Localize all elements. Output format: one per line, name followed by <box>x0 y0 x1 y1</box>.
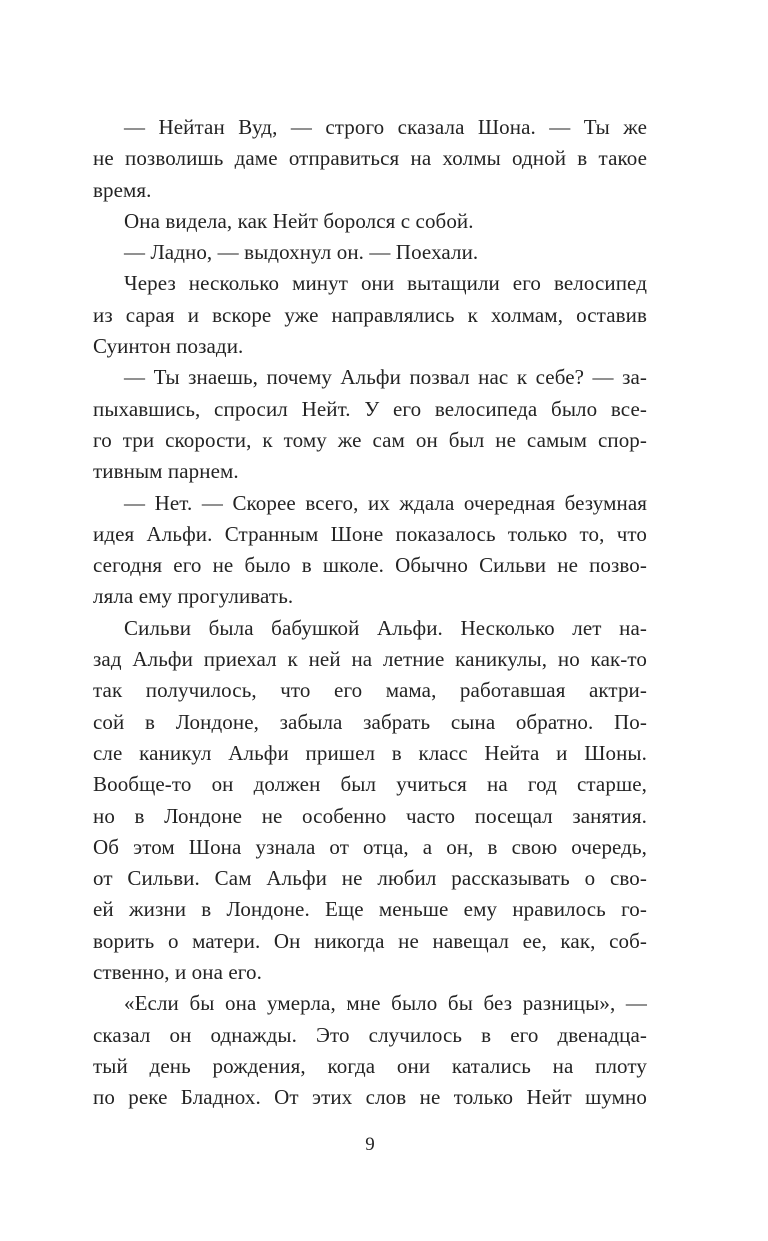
text-line: не позволишь даме отправиться на холмы одной в такое <box>93 146 647 171</box>
page-number: 9 <box>365 1134 375 1155</box>
text-line: пыхавшись, спросил Нейт. У его велосипеда было все- <box>93 396 647 421</box>
paragraph <box>93 613 647 989</box>
text-line: так получилось, что его мама, работавшая актри- <box>93 678 647 703</box>
text-line: Она видела, как Нейт боролся с собой. <box>124 208 474 233</box>
text-line: ственно, и она его. <box>93 960 262 985</box>
text-line: ей жизни в Лондоне. Еще меньше ему нравилось го- <box>93 897 647 922</box>
paragraph <box>93 237 647 268</box>
text-line: от Сильви. Сам Альфи не любил рассказывать о сво- <box>93 866 647 891</box>
text-line: ляла ему прогуливать. <box>93 584 294 609</box>
text-line: сле каникул Альфи пришел в класс Нейта и Шоны. <box>93 740 647 765</box>
text-line: зад Альфи приехал к ней на летние каникулы, но как-то <box>93 647 647 672</box>
paragraph <box>93 268 647 362</box>
text-line: — Ладно, — выдохнул он. — Поехали. <box>124 240 479 265</box>
paragraph <box>93 488 647 613</box>
paragraph <box>93 206 647 237</box>
text-line: но в Лондоне не особенно часто посещал занятия. <box>93 803 647 828</box>
text-line: го три скорости, к тому же сам он был не самым спор- <box>93 427 647 452</box>
text-line: — Нет. — Скорее всего, их ждала очередная безумная <box>124 490 647 515</box>
text-line: сказал он однажды. Это случилось в его двенадца- <box>93 1022 647 1047</box>
paragraph <box>93 988 647 1113</box>
text-line: — Нейтан Вуд, — строго сказала Шона. — Ты же <box>124 115 647 139</box>
text-line: Через несколько минут они вытащили его велосипед <box>124 271 647 296</box>
body-text <box>93 112 647 1114</box>
text-line: по реке Бладнох. От этих слов не только Нейт шумно <box>93 1085 647 1110</box>
text-line: — Ты знаешь, почему Альфи позвал нас к себе? — за- <box>124 365 647 390</box>
text-line: Вообще-то он должен был учиться на год старше, <box>93 772 647 797</box>
text-line: тый день рождения, когда они катались на плоту <box>93 1053 647 1078</box>
text-line: сой в Лондоне, забыла забрать сына обратно. По- <box>93 709 647 734</box>
text-line: ворить о матери. Он никогда не навещал ее, как, соб- <box>93 928 647 953</box>
paragraph <box>93 362 647 487</box>
text-line: из сарая и вскоре уже направлялись к холмам, оставив <box>93 302 647 327</box>
text-line: «Если бы она умерла, мне было бы без разницы», — <box>124 991 647 1016</box>
text-line: Об этом Шона узнала от отца, а он, в свою очередь, <box>93 834 647 859</box>
text-line: Сильви была бабушкой Альфи. Несколько лет на- <box>124 615 647 640</box>
text-line: время. <box>93 177 152 202</box>
paragraph <box>93 112 647 206</box>
text-line: тивным парнем. <box>93 459 239 484</box>
text-line: сегодня его не было в школе. Обычно Сильви не позво- <box>93 553 647 578</box>
text-line: идея Альфи. Странным Шоне показалось только то, что <box>93 521 647 546</box>
text-line: Суинтон позади. <box>93 334 244 359</box>
